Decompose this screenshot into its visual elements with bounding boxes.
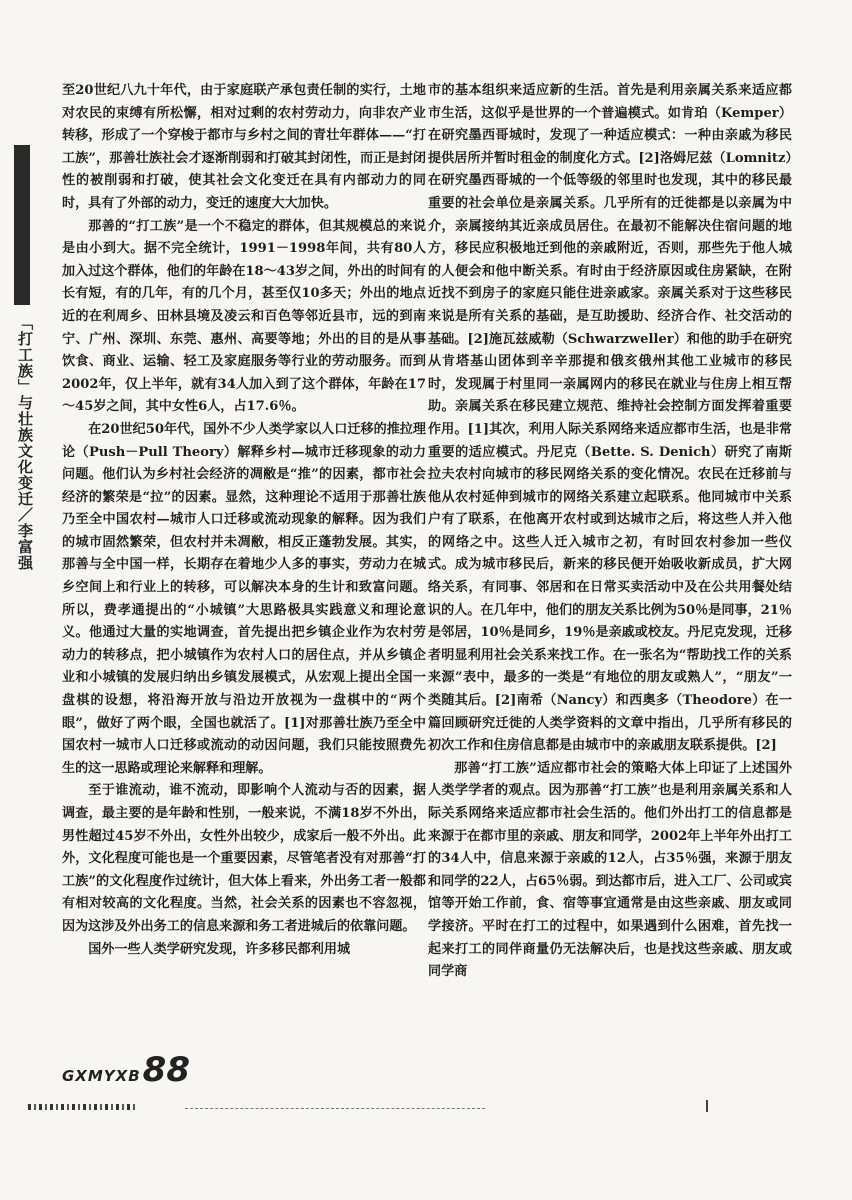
right-column [428,80,792,1040]
scan-artifact [28,1104,138,1110]
page-number: 88 [142,1050,190,1090]
paragraph: 国外一些人类学研究发现，许多移民都利用城 [88,941,351,957]
scan-artifact [185,1108,485,1109]
paragraph: 至于谁流动，谁不流动，即影响个人流动与否的因素，据调查，最主要的是年龄和性别，一般来说，不满18岁不外出，男性超过45岁不外出，女性外出较少，成家后一般不外出。此外，文化程度可能也是一个重要因素，尽管笔者没有对那善“打工族”的文化程度作过统计，但大体上看来，外出务工者一般都有相对较高的文化程度。当然，社会关系的因素也不容忽视，因为这涉及外出务工的信息来源和务工者进城后的依靠问题。 [62,783,426,934]
paragraph: 那善的“打工族”是一个不稳定的群体，但其规模总的来说是由小到大。据不完全统计，1991－1998年间，共有80人加入过这个群体，他们的年龄在18～43岁之间，外出的时间有长有短，有的几年，有的几个月，甚至仅10多天；外出的地点近的在利周乡、田林县境及凌云和百色等邻近县市，远的到南宁、广州、深圳、东莞、惠州、高要等地；外出的目的是从事饮食、商业、运输、轻工及家庭服务等行业的劳动服务。而到2002年，仅上半年，就有34人加入到了这个群体，年龄在17～45岁之间，其中女性6人，占17.6％。 [62,218,426,415]
journal-code: GXMYXB [62,1067,141,1085]
margin-black-bar [14,145,30,305]
scan-artifact [706,1100,708,1112]
page-footer [62,1050,190,1090]
paragraph: 那善“打工族”适应都市社会的策略大体上印证了上述国外人类学学者的观点。因为那善“打工族”也是利用亲属关系和人际关系网络来适应都市社会生活的。他们外出打工的信息都是来源于在都市里的亲戚、朋友和同学，2002年上半年外出打工的34人中，信息来源于亲戚的12人，占35％强，来源于朋友和同学的22人，占65％弱。到达都市后，进入工厂、公司或宾馆等开始工作前，食、宿等事宜通常是由这些亲戚、朋友或同学接济。平时在打工的过程中，如果遇到什么困难，首先找一起来打工的同伴商量仍无法解决后，也是找这些亲戚、朋友或同学商 [428,760,792,980]
running-head: 「打工族」与壮族文化变迁／李富强 [16,315,34,571]
paragraph: 在20世纪50年代，国外不少人类学家以人口迁移的推拉理论（Push－Pull Theory）解释乡村—城市迁移现象的动力问题。他们认为乡村社会经济的凋敝是“推”的因素，都市社会经济的繁荣是“拉”的因素。显然，这种理论不适用于那善壮族乃至全中国农村—城市人口迁移或流动现象的解释。因为我们的城市固然繁荣，但农村并未凋敝，相反正蓬勃发展。其实，那善与全中国一样，长期存在着地少人多的事实，劳动力在城乡空间上和行业上的转移，可以解决本身的生计和致富问题。所以，费孝通提出的“小城镇”大思路极具实践意义和理论意义。他通过大量的实地调查，首先提出把乡镇企业作为农村劳动力的转移点，把小城镇作为农村人口的居住点，并从乡镇企业和小城镇的发展归纳出乡镇发展模式，从宏观上提出全国一盘棋的设想，将沿海开放与沿边开放视为一盘棋中的“两个眼”，做好了两个眼，全国也就活了。[1]对那善壮族乃至全中国农村一城市人口迁移或流动的动因问题，我们只能按照费先生的这一思路或理论来解释和理解。 [62,421,426,776]
paragraph: 至20世纪八九十年代，由于家庭联产承包责任制的实行，土地对农民的束缚有所松懈，相对过剩的农村劳动力，向非农产业转移，形成了一个穿梭于都市与乡村之间的青壮年群体——“打工族”，那善壮族社会才逐渐削弱和打破其封闭性，而正是封闭性的被削弱和打破，使其社会文化变迁在具有内部动力的同时，具有了外部的动力，变迁的速度大大加快。 [62,83,426,211]
paragraph: 市的基本组织来适应新的生活。首先是利用亲属关系来适应都市生活，这似乎是世界的一个普遍模式。如肯珀（Kemper）在研究墨西哥城时，发现了一种适应模式：一种由亲戚为移民提供居所并暂时租金的制度化方式。[2]洛姆尼兹（Lomnitz）在研究墨西哥城的一个低等级的邻里时也发现，其中的移民最重要的社会单位是亲属关系。几乎所有的迁徙都是以亲属为中介，亲属接纳其近亲成员居住。在最初不能解决住宿问题的地方，移民应积极地迁到他的亲戚附近，否则，那些先于他人城的人便会和他中断关系。有时由于经济原因或住房紧缺，在附近找不到房子的家庭只能住进亲戚家。亲属关系对于这些移民来说是所有关系的基础，是互助援助、经济合作、社交活动的基础。[2]施瓦兹威勒（Schwarzweller）和他的助手在研究从肯塔基山团体到辛辛那提和俄亥俄州其他工业城市的移民时，发现属于村里同一亲属网内的移民在就业与住房上相互帮助。亲属关系在移民建立规范、维持社会控制方面发挥着重要作用。[1]其次，利用人际关系网络来适应都市生活，也是非常重要的适应模式。丹尼克（Bette. S. Denich）研究了南斯拉夫农村向城市的移民网络关系的变化情况。农民在迁移前与他从农村延伸到城市的网络关系建立起联系。他同城市中关系户有了联系，在他离开农村或到达城市之后，将这些人并入他的网络之中。这些人迁入城市之初，有时回农村参加一些仪式。成为城市移民后，新来的移民便开始吸收新成员，扩大网络关系，有同事、邻居和在日常买卖活动中及在公共用餐处结识的人。在几年中，他们的朋友关系比例为50％是同事，21％是邻居，10％是同乡，19％是亲戚或校友。丹尼克发现，迁移者明显利用社会关系来找工作。在一张名为“帮助找工作的关系来源”表中，最多的一类是“有地位的朋友或熟人”，“朋友”一类随其后。[2]南希（Nancy）和西奥多（Theodore）在一篇回顾研究迁徙的人类学资料的文章中指出，几乎所有移民的初次工作和住房信息都是由城市中的亲戚朋友联系提供。[2] [428,83,792,754]
left-column [62,80,426,1025]
